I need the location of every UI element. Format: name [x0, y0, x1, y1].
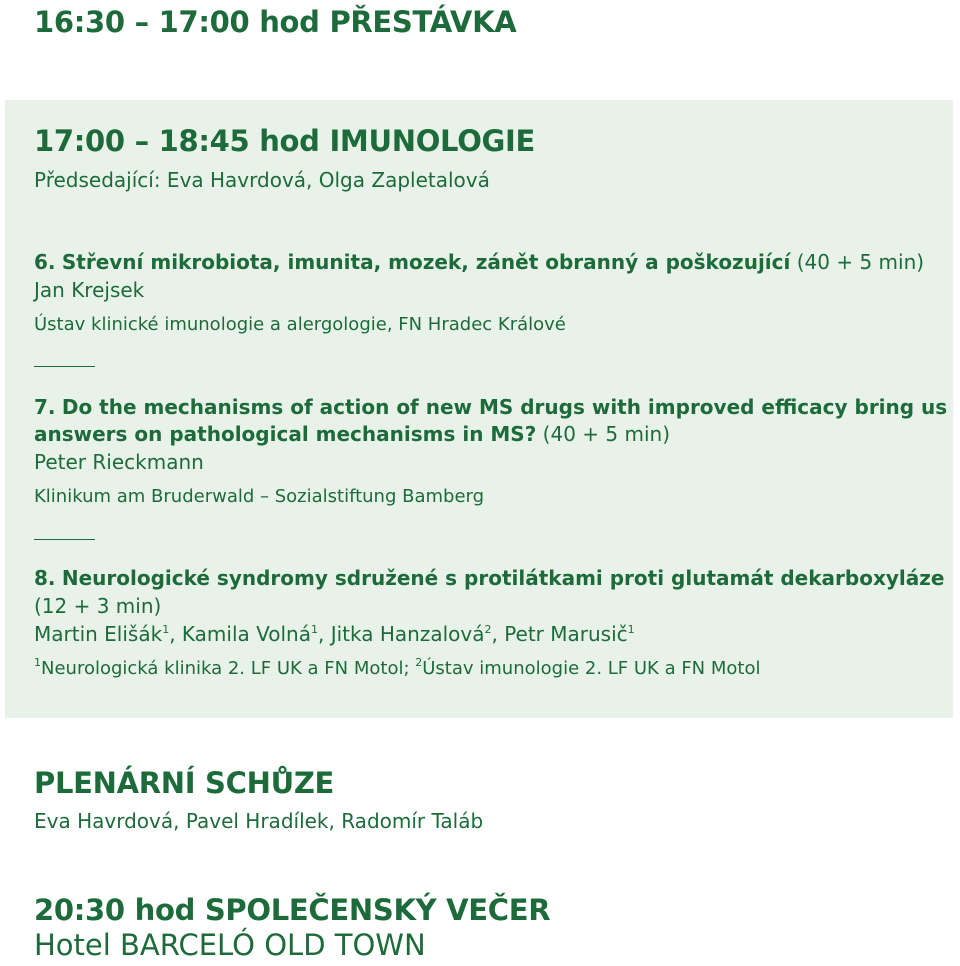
break-time: 16:30 – 17:00 hod — [34, 5, 320, 39]
session-title: IMUNOLOGIE — [329, 124, 536, 158]
talk-7-title-part2: answers on pathological mechanisms in MS? — [34, 422, 537, 446]
talk-7-title-line1 — [34, 395, 947, 419]
evening-time: 20:30 hod — [34, 893, 196, 927]
affiliation-mark: 1 — [34, 656, 41, 669]
talk-8-title: Neurologické syndromy sdružené s protilátkami proti glutamát dekarboxyláze — [61, 566, 945, 590]
author-affiliation-mark: 1 — [162, 623, 170, 636]
author-affiliation-mark: 2 — [484, 623, 492, 636]
author-name: Kamila Volná — [181, 622, 311, 646]
talk-6-number: 6. — [34, 250, 56, 274]
talk-7-affiliation: Klinikum am Bruderwald – Sozialstiftung Bamberg — [34, 486, 485, 507]
talk-8-number: 8. — [34, 566, 56, 590]
affiliation-text: Neurologická klinika 2. LF UK a FN Motol; — [41, 658, 416, 679]
talk-8-title-line — [34, 566, 944, 590]
author-affiliation-mark: 1 — [627, 623, 635, 636]
talk-7-duration: (40 + 5 min) — [542, 422, 670, 446]
divider — [34, 539, 95, 540]
break-heading — [34, 5, 516, 39]
author-separator: , — [169, 622, 182, 646]
session-heading — [34, 124, 535, 158]
talk-6-speaker: Jan Krejsek — [34, 278, 145, 302]
talk-8-duration: (12 + 3 min) — [34, 594, 162, 618]
talk-6-title-line — [34, 250, 924, 274]
talk-7-title-part1: Do the mechanisms of action of new MS drugs with improved efficacy bring us — [61, 395, 948, 419]
talk-7-speaker: Peter Rieckmann — [34, 450, 204, 474]
talk-8-affiliations — [34, 658, 760, 679]
affiliation-mark: 2 — [415, 656, 423, 669]
author-name: Jitka Hanzalová — [330, 622, 485, 646]
evening-venue: Hotel BARCELÓ OLD TOWN — [34, 928, 426, 962]
affiliation-text: Ústav imunologie 2. LF UK a FN Motol — [422, 658, 761, 679]
talk-7-title-line2 — [34, 422, 670, 446]
session-time: 17:00 – 18:45 hod — [34, 124, 320, 158]
author-separator: , — [318, 622, 331, 646]
talk-7-number: 7. — [34, 395, 56, 419]
evening-title: SPOLEČENSKÝ VEČER — [204, 893, 551, 927]
author-name: Petr Marusič — [504, 622, 628, 646]
divider — [34, 366, 95, 367]
plenary-title: PLENÁRNÍ SCHŮZE — [34, 766, 335, 800]
author-separator: , — [491, 622, 505, 646]
author-name: Martin Elišák — [34, 622, 163, 646]
evening-heading — [34, 893, 550, 927]
plenary-names: Eva Havrdová, Pavel Hradílek, Radomír Taláb — [34, 809, 484, 833]
break-title: PŘESTÁVKA — [329, 5, 517, 39]
talk-6-title: Střevní mikrobiota, imunita, mozek, zánět obranný a poškozující — [61, 250, 791, 274]
talk-8-authors — [34, 622, 635, 646]
talk-6-affiliation: Ústav klinické imunologie a alergologie, FN Hradec Králové — [34, 314, 566, 335]
talk-6-duration: (40 + 5 min) — [796, 250, 925, 274]
session-chairs: Předsedající: Eva Havrdová, Olga Zapletalová — [34, 168, 490, 192]
author-affiliation-mark: 1 — [311, 623, 318, 636]
